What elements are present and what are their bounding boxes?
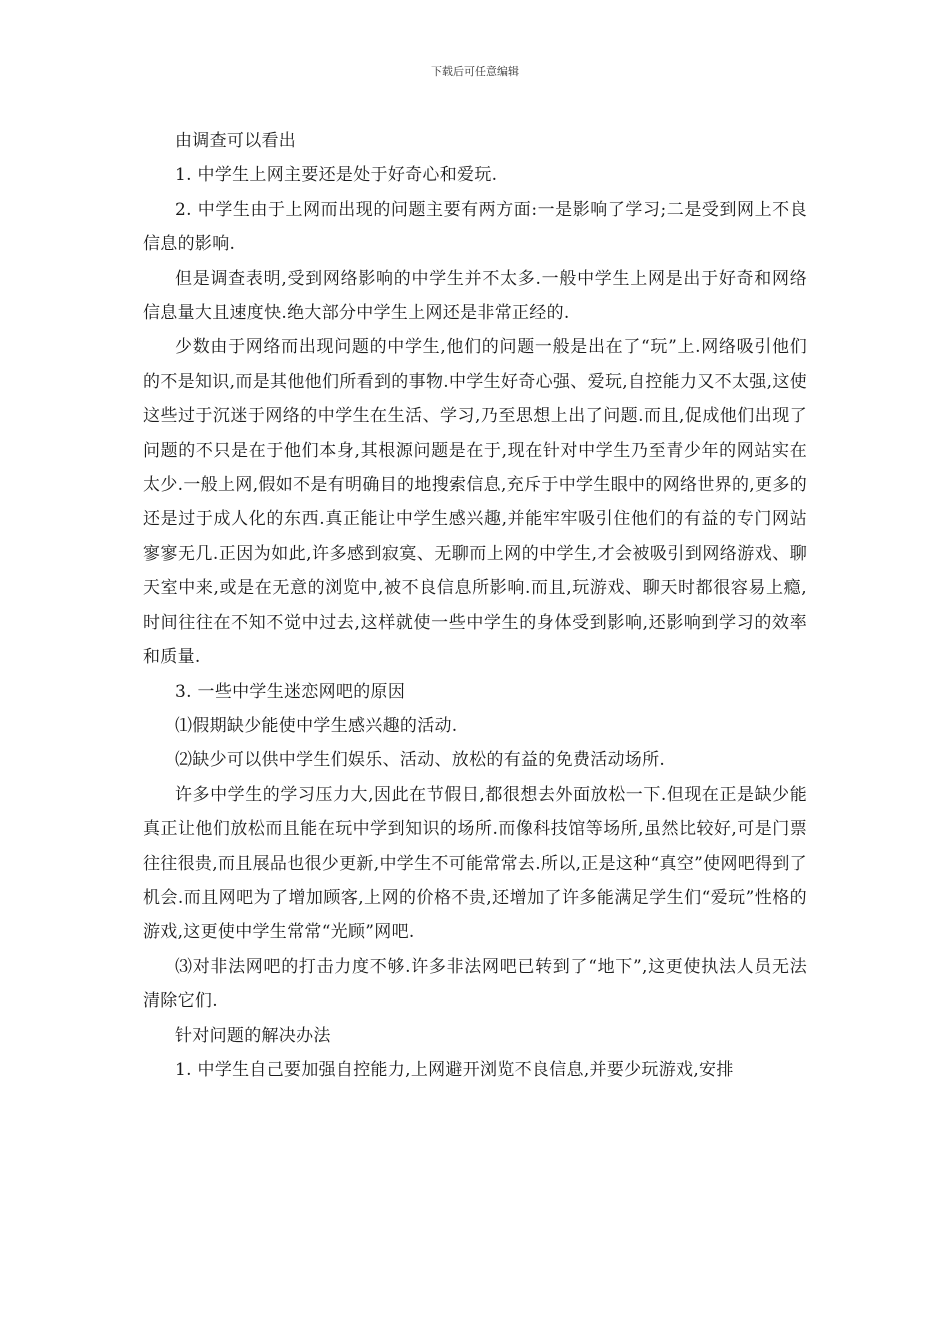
document-body: [143, 124, 807, 1087]
paragraph-point-1: 1. 中学生上网主要还是处于好奇心和爱玩.: [175, 165, 498, 186]
paragraph-analysis: 少数由于网络而出现问题的中学生,他们的问题一般是出在了“玩”上.网络吸引他们的不是知识,而是其他他们所看到的事物.中学生好奇心强、爱玩,自控能力又不太强,这使这些过于沉迷于网络的中学生在生活、学习,乃至思想上出了问题.而且,促成他们出现了问题的不只是在于他们本身,其根源问题是在于,现在针对中学生乃至青少年的网站实在太少.一般上网,假如不是有明确目的地搜索信息,充斥于中学生眼中的网络世界的,更多的还是过于成人化的东西.真正能让中学生感兴趣,并能牢牢吸引住他们的有益的专门网站寥寥无几.正因为如此,许多感到寂寞、无聊而上网的中学生,才会被吸引到网络游戏、聊天室中来,或是在无意的浏览中,被不良信息所影响.而且,玩游戏、聊天时都很容易上瘾,时间往往在不知不觉中过去,这样就使一些中学生的身体受到影响,还影响到学习的效率和质量.: [143, 337, 807, 668]
paragraph-reason-2: ⑵缺少可以供中学生们娱乐、活动、放松的有益的免费活动场所.: [175, 750, 666, 771]
paragraph-point-2: 2. 中学生由于上网而出现的问题主要有两方面:一是影响了学习;二是受到网上不良信息的影响.: [143, 199, 807, 255]
paragraph-point-3: 3. 一些中学生迷恋网吧的原因: [175, 681, 406, 702]
page-header: 下载后可任意编辑: [431, 65, 519, 78]
paragraph-reason-2-detail: 许多中学生的学习压力大,因此在节假日,都很想去外面放松一下.但现在正是缺少能真正让他们放松而且能在玩中学到知识的场所.而像科技馆等场所,虽然比较好,可是门票往往很贵,而且展品也很少更新,中学生不可能常常去.所以,正是这种“真空”使网吧得到了机会.而且网吧为了增加顾客,上网的价格不贵,还增加了许多能满足学生们“爱玩”性格的游戏,这更使中学生常常“光顾”网吧.: [143, 784, 807, 943]
paragraph-survey-intro: 由调查可以看出: [175, 131, 297, 151]
paragraph-survey-result: 但是调查表明,受到网络影响的中学生并不太多.一般中学生上网是出于好奇和网络信息量大且速度快.绝大部分中学生上网还是非常正经的.: [143, 268, 807, 324]
paragraph-reason-3: ⑶对非法网吧的打击力度不够.许多非法网吧已转到了“地下”,这更使执法人员无法清除它们.: [143, 956, 807, 1012]
paragraph-solution-1: 1. 中学生自己要加强自控能力,上网避开浏览不良信息,并要少玩游戏,安排: [175, 1059, 734, 1080]
paragraph-solutions-heading: 针对问题的解决办法: [175, 1025, 331, 1046]
paragraph-reason-1: ⑴假期缺少能使中学生感兴趣的活动.: [175, 715, 458, 736]
